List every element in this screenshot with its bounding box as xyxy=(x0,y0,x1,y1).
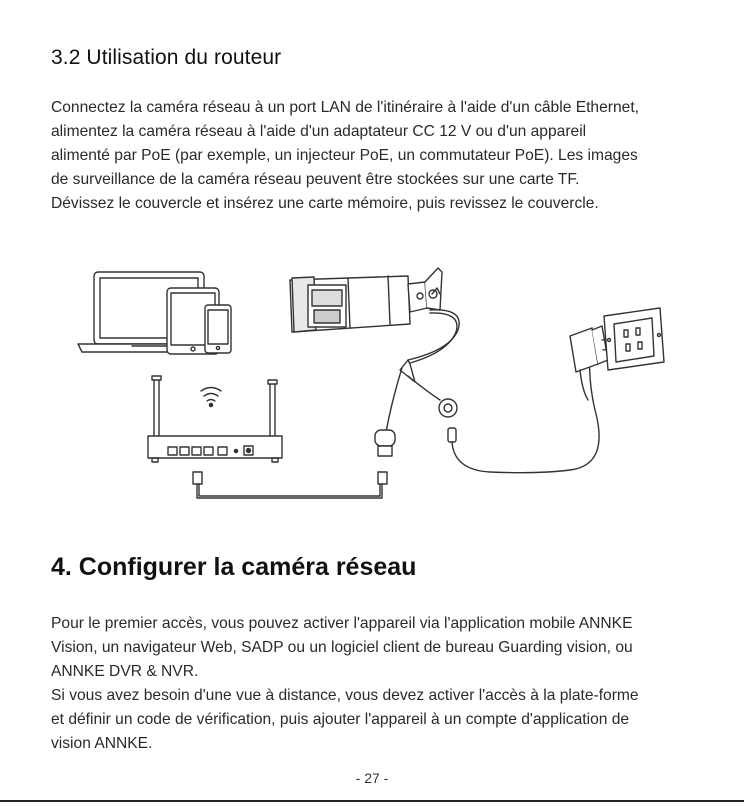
chapter-heading: 4. Configurer la caméra réseau xyxy=(51,553,417,581)
paragraph-line: et définir un code de vérification, puis ajouter l'appareil à un compte d'application de xyxy=(51,711,630,728)
paragraph-line: de surveillance de la caméra réseau peuvent être stockées sur une carte TF. xyxy=(51,171,580,188)
chapter-paragraph-2 xyxy=(51,684,639,756)
paragraph-line: alimentez la caméra réseau à l'aide d'un adaptateur CC 12 V ou d'un appareil xyxy=(51,123,587,140)
paragraph-line: alimenté par PoE (par exemple, un injecteur PoE, un commutateur PoE). Les images xyxy=(51,147,638,164)
page-number: - 27 - xyxy=(355,770,389,786)
chapter-paragraph-1 xyxy=(51,612,633,684)
bullet-camera-icon xyxy=(290,268,442,332)
ethernet-cable-icon xyxy=(193,472,387,498)
paragraph-line: Pour le premier accès, vous pouvez activer l'appareil via l'application mobile ANNKE xyxy=(51,615,633,632)
bottom-rule xyxy=(0,800,744,802)
paragraph-line: Dévissez le couvercle et insérez une carte mémoire, puis revissez le couvercle. xyxy=(51,195,599,212)
connection-diagram xyxy=(70,260,680,510)
paragraph-line: Si vous avez besoin d'une vue à distance, vous devez activer l'accès à la plate-forme xyxy=(51,687,639,704)
phone-icon xyxy=(205,305,231,353)
router-icon xyxy=(148,376,282,462)
paragraph-line: Vision, un navigateur Web, SADP ou un logiciel client de bureau Guarding vision, ou xyxy=(51,639,633,656)
paragraph-line: vision ANNKE. xyxy=(51,735,153,752)
camera-cable-icon xyxy=(375,310,599,473)
wifi-icon xyxy=(201,388,221,407)
section-heading: 3.2 Utilisation du routeur xyxy=(51,46,282,69)
paragraph-line: Connectez la caméra réseau à un port LAN de l'itinéraire à l'aide d'un câble Ethernet, xyxy=(51,99,639,116)
wall-outlet-icon xyxy=(604,308,664,370)
paragraph-line: ANNKE DVR & NVR. xyxy=(51,663,199,680)
section-paragraph xyxy=(51,96,639,216)
